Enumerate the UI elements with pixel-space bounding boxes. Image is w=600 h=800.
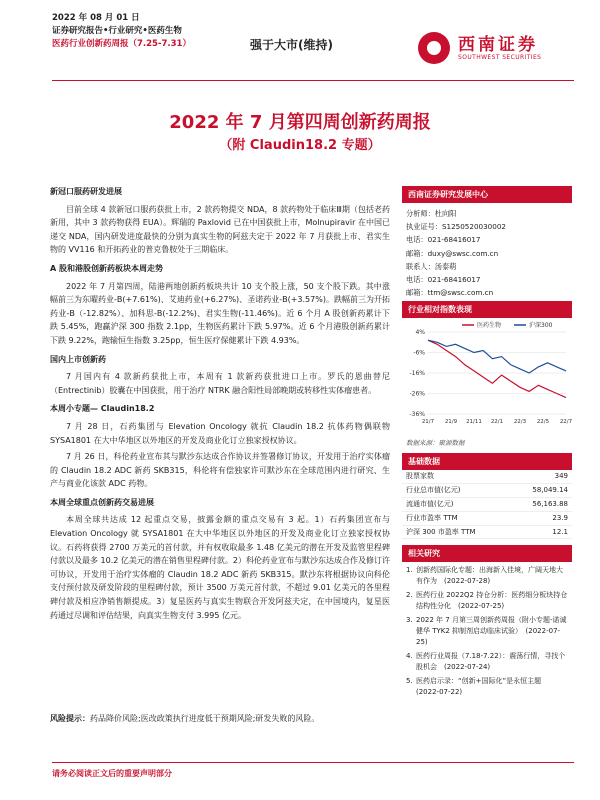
related-number: 1. xyxy=(406,566,413,575)
basic-data-row xyxy=(402,512,572,526)
report-type: 证券研究报告•行业研究•医药生物 xyxy=(52,26,182,36)
analyst-label: 邮箱： xyxy=(406,248,428,258)
analyst-label: 执业证号： xyxy=(406,222,442,232)
y-tick-label: -16% xyxy=(409,370,425,378)
x-tick-label: 22/3 xyxy=(513,419,527,426)
logo-text-en: SOUTHWEST SECURITIES xyxy=(458,54,542,61)
chart-source: 数据来源：聚源数据 xyxy=(406,439,465,448)
risk-warning xyxy=(50,712,570,725)
section-paragraph: 7 月国内有 4 款新药获批上市，本周有 1 款新药获批进口上市。罗氏的恩曲替尼（Entrectinib）胶囊在中国获批，用于治疗 NTRK 融合阳性局部晚期或转移性实体瘤患者。 xyxy=(50,372,390,395)
company-logo xyxy=(418,30,568,70)
y-tick-label: -26% xyxy=(409,390,425,398)
related-item xyxy=(406,565,568,587)
analyst-label: 电话： xyxy=(406,235,428,245)
section-paragraph: 目前全球 4 款新冠口服药获批上市，2 款药物提交 NDA，8 款药物处于临床Ⅲ期（包括老药新用，其中 3 款药物获得 EUA）。辉瑞的 Paxlovid 已在中国获批上市，Molnupiravir 在中国已递交 NDA，国内研发进度最快的分别为真实生物的阿兹夫定于 2022 年 7 月获批上市、君实生物的 VV116 和开拓药业的普克鲁胺处于三期临床。 xyxy=(50,204,390,255)
report-series: 医药行业创新药周报（7.25-7.31） xyxy=(52,39,191,49)
section-paragraph: 本周全球共达成 12 起重点交易，披露金额的重点交易有 3 起。1）石药集团宣布与 Elevation Oncology 就 SYSA1801 在大中华地区以外地区的开发及商业化订立独家授权协议。石药将获得 2700 万美元的首付款，并有权收取最多 1.48 亿美元的潜在开发及监管里程碑付款以及最多 10.2 亿美元的潜在销售里程碑付款。2）科伦药业宣布与默沙东达成合作及修订许可协议，开发用于治疗实体瘤的 Claudin 18.2 ADC 新药 SKB315。默沙东将根据协议向科伦支付预付款及研发阶段的里程碑付款，预计 3500 万美元首付款，不超过 9.01 亿美元的各里程碑付款及相应净销售额提成。3）复星医药与真实生物联合开发阿兹夫定，在中国境内，复星医药通过尽调和评估结果，向真实生物支付 3.995 亿元。 xyxy=(50,515,390,620)
analyst-row xyxy=(406,207,568,220)
basic-data-value: 12.1 xyxy=(552,527,568,536)
logo-text-cn: 西南证券 xyxy=(458,35,538,55)
basic-data-table xyxy=(402,470,572,539)
report-date: 2022 年 08 月 01 日 xyxy=(52,13,140,23)
basic-data-title: 基础数据 xyxy=(402,453,572,470)
analyst-value: 杜向阳 xyxy=(434,209,457,218)
section-heading: 本周小专题— Claudin18.2 xyxy=(50,404,155,414)
related-number: 4. xyxy=(406,652,413,661)
logo-mark-icon xyxy=(418,32,450,64)
basic-data-label: 流通市值(亿元) xyxy=(406,500,454,509)
rating: 强于大市(维持) xyxy=(250,38,333,52)
analyst-row xyxy=(406,233,568,246)
basic-data-value: 23.9 xyxy=(552,513,568,522)
chart-title: 行业相对指数表现 xyxy=(402,301,572,318)
analyst-label: 邮箱： xyxy=(406,288,428,298)
series-line-2 xyxy=(428,341,566,374)
basic-data-row xyxy=(402,470,572,484)
header-divider xyxy=(52,80,574,81)
y-tick-label: 4% xyxy=(415,329,425,337)
analyst-value: S1250520030002 xyxy=(441,222,506,232)
basic-data-value: 56,163.88 xyxy=(532,500,568,509)
related-item xyxy=(406,615,568,648)
institute-title: 西南证券研究发展中心 xyxy=(402,186,572,203)
x-tick-label: 22/7 xyxy=(559,419,572,426)
series-line-1 xyxy=(428,341,566,398)
basic-data-label: 行业市盈率 TTM xyxy=(406,513,458,522)
analyst-value: 汤泰萌 xyxy=(434,261,457,271)
legend-label: 医药生物 xyxy=(477,322,502,330)
related-text: 医药启示录：“创新+国际化”是永恒主题 (2022-07-22) xyxy=(416,677,549,697)
related-text: 医药行业 2022Q2 持仓分析：医药细分板块持仓结构性分化 (2022-07-25) xyxy=(416,591,568,611)
header-block xyxy=(52,12,191,51)
x-tick-label: 21/9 xyxy=(444,419,458,426)
risk-label: 风险提示： xyxy=(50,714,90,723)
related-title: 相关研究 xyxy=(402,545,572,562)
main-content xyxy=(50,180,390,625)
section-heading: A 股和港股创新药板块本周走势 xyxy=(50,263,163,273)
related-text: 创新药国际化专题：出海新入佳境，广阔天地大有作为 (2022-07-28) xyxy=(416,566,563,586)
section-heading: 新冠口服药研发进展 xyxy=(50,187,122,196)
section-paragraph: 2022 年 7 月第四周，陆港两地创新药板块共计 10 支个股上涨，50 支个股下跌。其中涨幅前三为东曜药业-B(+7.61%)、艾迪药业(+6.27%)、圣诺药业-B(+3.57%)。跌幅前三为开拓药业-B（-12.82%）、加科思-B(-12.2%)、君实生物(-11.46%)。近 6 个月 A 股创新药累计下跌 5.45%，跑赢沪深 300 指数 2.1pp，生物医药累计下跌 5.97%。近 6 个月港股创新药累计下跌 9.22%，跑输恒生指数 3.25pp，恒生医疗保健累计下跌 4.93%。 xyxy=(50,281,390,345)
analyst-row xyxy=(406,220,568,233)
related-number: 5. xyxy=(406,677,413,686)
x-tick-label: 21/7 xyxy=(421,419,435,426)
sidebar xyxy=(402,186,572,704)
x-tick-label: 21/11 xyxy=(466,419,482,426)
risk-text: 药品降价风险;医改政策执行进度低于预期风险;研发失败的风险。 xyxy=(90,714,320,723)
basic-data-row xyxy=(402,498,572,512)
analyst-row xyxy=(406,247,568,260)
basic-data-row xyxy=(402,484,572,498)
analyst-row xyxy=(406,286,568,299)
x-tick-label: 22/5 xyxy=(536,419,550,426)
related-number: 2. xyxy=(406,591,413,600)
analyst-value: duxy@swsc.com.cn xyxy=(427,248,499,258)
related-text: 医药行业周报（7.18-7.22）：震荡行情，寻找个股机会 (2022-07-24) xyxy=(416,652,566,672)
analyst-label: 分析师： xyxy=(406,209,435,218)
analyst-row xyxy=(406,273,568,286)
page-subtitle: （附 Claudin18.2 专题） xyxy=(219,138,381,153)
index-chart xyxy=(402,318,572,436)
footer-disclaimer: 请务必阅读正文后的重要声明部分 xyxy=(52,769,172,778)
basic-data-label: 股票家数 xyxy=(406,472,434,481)
related-list xyxy=(402,562,572,704)
basic-data-row xyxy=(402,526,572,540)
basic-data-value: 349 xyxy=(554,472,568,481)
analyst-info xyxy=(402,203,572,301)
analyst-value: 021-68416017 xyxy=(427,235,481,245)
related-number: 3. xyxy=(406,616,413,625)
y-tick-label: -6% xyxy=(413,349,425,357)
basic-data-label: 沪深 300 市盈率 TTM xyxy=(406,527,476,536)
analyst-row xyxy=(406,260,568,273)
basic-data-value: 58,049.14 xyxy=(532,486,568,495)
x-tick-label: 22/1 xyxy=(490,419,504,426)
related-text: 2022 年 7 月第三周创新药周报（附小专题-诺诚健华 TYK2 抑制剂启动临床试验） (2022-07-25) xyxy=(416,616,567,647)
basic-data-label: 行业总市值(亿元) xyxy=(406,486,461,495)
footer-divider xyxy=(52,762,574,763)
related-item xyxy=(406,651,568,673)
section-heading: 国内上市创新药 xyxy=(50,354,106,364)
analyst-label: 电话： xyxy=(406,275,428,285)
section-heading: 本周全球重点创新药交易进展 xyxy=(50,497,154,507)
analyst-value: ttm@swsc.com.cn xyxy=(427,288,494,298)
related-item xyxy=(406,590,568,612)
index-chart-svg xyxy=(402,318,572,436)
analyst-value: 021-68416017 xyxy=(427,275,481,285)
y-tick-label: -36% xyxy=(409,411,425,419)
legend-label: 沪深300 xyxy=(529,322,553,330)
related-item xyxy=(406,676,568,698)
page-title: 2022 年 7 月第四周创新药周报 xyxy=(169,112,431,133)
section-paragraph: 7 月 28 日，石药集团与 Elevation Oncology 就抗 Claudin 18.2 抗体药物偶联物 SYSA1801 在大中华地区以外地区的开发及商业化订立独家授权协议。 xyxy=(50,421,390,445)
analyst-label: 联系人： xyxy=(406,261,435,271)
section-paragraph: 7 月 26 日，科伦药业宣布其与默沙东达成合作协议并签署修订协议，开发用于治疗实体瘤的 Claudin 18.2 ADC 新药 SKB315，科伦将有偿独家许可默沙东在全球范围内进行研究、生产与商业化该款 ADC 药物。 xyxy=(50,452,390,489)
